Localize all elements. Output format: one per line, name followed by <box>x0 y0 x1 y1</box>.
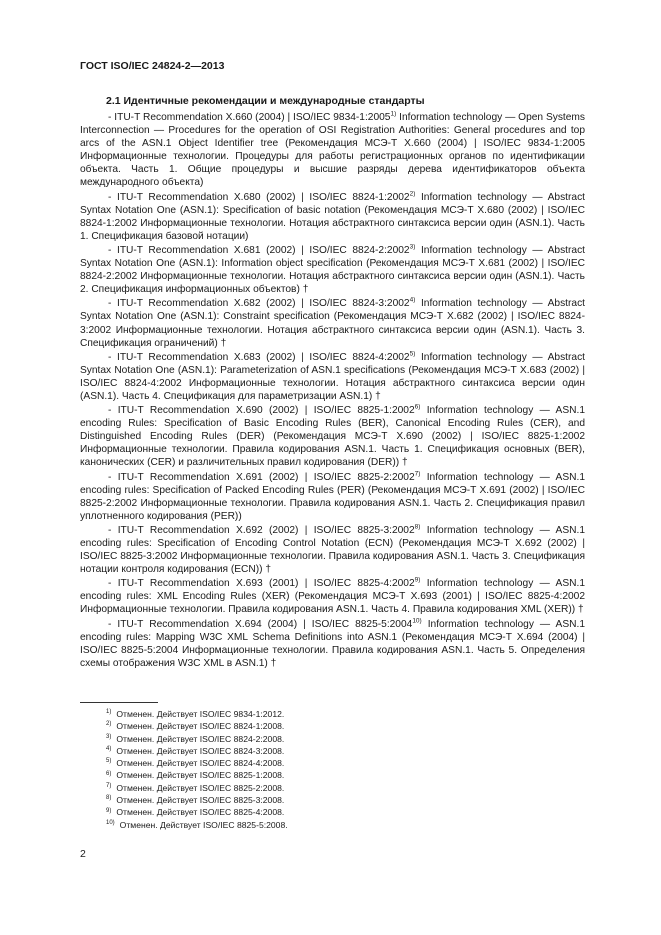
footnote-ref[interactable]: 3) <box>409 243 416 251</box>
footnote-item: $^{4)}$ Отменен. Действует ISO/IEC 8824-3:2008. <box>106 745 285 756</box>
reference-item: - ITU-T Recommendation X.681 (2002) | ISO/IEC 8824-2:2002$^{3)}$ Information technology — Abstract Syntax Notation One (ASN.1): Information object specification (Рекомендация МСЭ-Т X.681 (2002) | ISO/IEC 8824-2:2002 Информационные технологии. Нотация абстрактного синтаксиса версии один (ASN.1). Часть 2. Спецификация информационных объектов) † <box>80 243 585 296</box>
footnote-divider <box>80 702 158 703</box>
reference-item: - ITU-T Recommendation X.683 (2002) | ISO/IEC 8824-4:2002$^{5)}$ Information technology — Abstract Syntax Notation One (ASN.1): Parameterization of ASN.1 specifications (Рекомендация МСЭ-Т X.683 (2002) | ISO/IEC 8824-4:2002 Информационные технологии. Нотация абстрактного синтаксиса версии один (ASN.1). Часть 4. Спецификация для параметризации ASN.1) † <box>80 350 585 402</box>
footnote-ref[interactable]: 2) <box>409 190 416 198</box>
footnote-ref[interactable]: 7) <box>414 470 421 478</box>
footnote-ref[interactable]: 4) <box>409 296 416 304</box>
reference-item: - ITU-T Recommendation X.682 (2002) | ISO/IEC 8824-3:2002$^{4)}$ Information technology — Abstract Syntax Notation One (ASN.1): Constraint specification (Рекомендация МСЭ-Т X.682 (2002) | ISO/IEC 8824-3:2002 Информационные технологии. Нотация абстрактного синтаксиса версии один (ASN.1). Часть 3. Спецификация ограничений) † <box>80 296 585 349</box>
reference-item: - ITU-T Recommendation X.692 (2002) | ISO/IEC 8825-3:2002$^{8)}$ Information technology — ASN.1 encoding rules: Specification of Encoding Control Notation (ECN) (Рекомендация МСЭ-Т X.692 (2002) | ISO/IEC 8825-3:2002 Информационные технологии. Правила кодирования ASN.1. Часть 3. Спецификация нотации контроля кодирования (ECN)) † <box>80 523 585 576</box>
reference-item: - ITU-T Recommendation X.680 (2002) | ISO/IEC 8824-1:2002$^{2)}$ Information technology — Abstract Syntax Notation One (ASN.1): Specification of basic notation (Рекомендация МСЭ-Т X.680 (2002) | ISO/IEC 8824-1:2002 Информационные технологии. Нотация абстрактного синтаксиса версии один (ASN.1). Часть 1. Спецификация базовой нотации) <box>80 190 585 242</box>
document-header: ГОСТ ISO/IEC 24824-2—2013 <box>80 60 225 72</box>
footnote-item: $^{1)}$ Отменен. Действует ISO/IEC 9834-1:2012. <box>106 709 285 719</box>
footnote-item: $^{8)}$ Отменен. Действует ISO/IEC 8825-3:2008. <box>106 795 285 806</box>
references-list <box>80 111 585 671</box>
footnote-ref[interactable]: 10) <box>412 617 422 625</box>
footnote-ref[interactable]: 8) <box>414 523 421 531</box>
footnote-item: $^{3)}$ Отменен. Действует ISO/IEC 8824-2:2008. <box>106 733 285 744</box>
footnotes-list <box>106 708 288 831</box>
reference-item: - ITU-T Recommendation X.693 (2001) | ISO/IEC 8825-4:2002$^{9)}$ Information technology — ASN.1 encoding rules: XML Encoding Rules (XER) (Рекомендация МСЭ-Т X.693 (2001) | ISO/IEC 8825-4:2002 Информационные технологии. Правила кодирования ASN.1. Часть 4. Правила кодирования XML (XER)) † <box>80 576 585 616</box>
footnote-ref[interactable]: 5) <box>409 350 416 358</box>
footnote-item: $^{2)}$ Отменен. Действует ISO/IEC 8824-1:2008. <box>106 721 285 732</box>
section-title: 2.1 Идентичные рекомендации и международные стандарты <box>106 95 425 107</box>
page-number: 2 <box>80 848 86 860</box>
reference-item: - ITU-T Recommendation X.690 (2002) | ISO/IEC 8825-1:2002$^{6)}$ Information technology — ASN.1 encoding Rules: Specification of Basic Encoding Rules (BER), Canonical Encoding Rules (CER), and Distinguished Encoding Rules (DER) (Рекомендация МСЭ-Т X.690 (2002) | ISO/IEC 8825-1:2002 Информационные технологии. Правила кодирования ASN.1. Часть 1. Спецификация основных (BER), канонических (CER) и различительных правил кодирования (DER)) † <box>80 403 585 469</box>
footnote-item: $^{10)}$ Отменен. Действует ISO/IEC 8825-5:2008. <box>106 819 288 830</box>
footnote-item: $^{9)}$ Отменен. Действует ISO/IEC 8825-4:2008. <box>106 807 285 818</box>
footnote-ref[interactable]: 1) <box>390 110 397 118</box>
footnote-item: $^{7)}$ Отменен. Действует ISO/IEC 8825-2:2008. <box>106 782 285 793</box>
footnote-ref[interactable]: 6) <box>414 403 421 411</box>
footnote-item: $^{6)}$ Отменен. Действует ISO/IEC 8825-1:2008. <box>106 770 285 781</box>
footnote-ref[interactable]: 9) <box>414 576 421 584</box>
reference-item: - ITU-T Recommendation X.694 (2004) | ISO/IEC 8825-5:2004$^{10)}$ Information technology — ASN.1 encoding rules: Mapping W3C XML Schema Definitions into ASN.1 (Рекомендация МСЭ-Т X.694 (2004) | ISO/IEC 8825-5:2004 Информационные технологии. Правила кодирования ASN.1. Часть 5. Определения схемы отображения W3C XML в ASN.1) † <box>80 617 585 669</box>
reference-item: - ITU-T Recommendation X.691 (2002) | ISO/IEC 8825-2:2002$^{7)}$ Information technology — ASN.1 encoding rules: Specification of Packed Encoding Rules (PER) (Рекомендация МСЭ-Т X.691 (2002) | ISO/IEC 8825-2:2002 Информационные технологии. Правила кодирования ASN.1. Часть 2. Спецификация правил уплотненного кодирования (PER)) <box>80 470 585 522</box>
footnote-item: $^{5)}$ Отменен. Действует ISO/IEC 8824-4:2008. <box>106 758 285 769</box>
reference-item: - ITU-T Recommendation X.660 (2004) | ISO/IEC 9834-1:2005$^{1)}$ Information technology — Open Systems Interconnection — Procedures for the operation of OSI Registration Authorities: General procedures and top arcs of the ASN.1 Object Identifier tree (Рекомендация МСЭ-Т X.660 (2004) | ISO/IEC 9834-1:2005 Информационные технологии. Процедуры для работы регистрационных органов по идентификации объекта. Часть 1. Общие процедуры и высшие разряды дерева идентификаторов объекта международного объекта) <box>80 110 586 189</box>
